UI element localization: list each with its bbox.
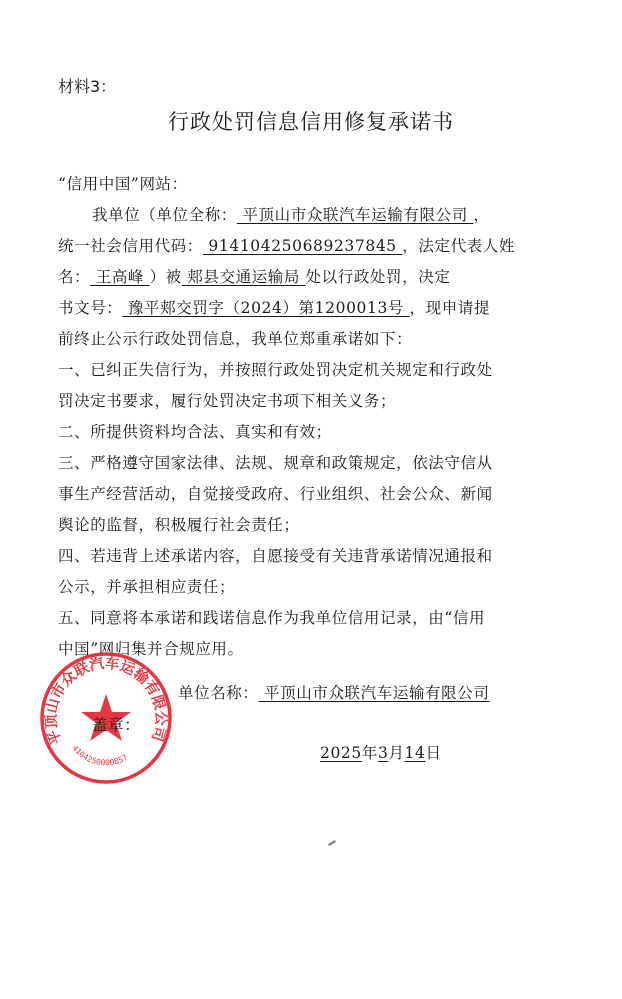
date-year: 2025 bbox=[320, 744, 362, 762]
svg-text:4104250000857 bbox=[70, 744, 129, 768]
intro-text: ，法定代表人姓 bbox=[402, 237, 515, 255]
commitment-line: 罚决定书要求，履行处罚决定书项下相关义务； bbox=[58, 392, 397, 410]
intro-text: ，现申请提 bbox=[409, 299, 491, 317]
unit-name-line bbox=[178, 681, 489, 703]
intro-text: ， bbox=[473, 206, 490, 224]
unit-name-value: 平顶山市众联汽车运输有限公司 bbox=[258, 684, 490, 702]
date-month-suffix: 月 bbox=[388, 744, 405, 762]
intro-line-1 bbox=[92, 203, 489, 225]
date-year-suffix: 年 bbox=[361, 744, 378, 762]
stamp-label: 盖章： bbox=[92, 716, 141, 734]
intro-text: 书文号： bbox=[58, 299, 123, 317]
date-month: 3 bbox=[377, 744, 389, 762]
date-day-suffix: 日 bbox=[425, 744, 442, 762]
legal-rep-field: 王高峰 bbox=[90, 268, 150, 286]
credit-code-field: 914104250689237845 bbox=[202, 237, 403, 255]
material-label: 材料3： bbox=[58, 77, 117, 96]
commitment-line: 三、严格遵守国家法律、法规、规章和政策规定，依法守信从 bbox=[58, 454, 493, 472]
intro-line-4 bbox=[58, 296, 490, 318]
company-name-field: 平顶山市众联汽车运输有限公司 bbox=[236, 206, 474, 224]
intro-line-2 bbox=[58, 234, 515, 256]
commitment-line: 二、所提供资料均合法、真实和有效； bbox=[58, 423, 332, 441]
intro-text: ）被 bbox=[149, 268, 182, 286]
commitment-line: 四、若违背上述承诺内容，自愿接受有关违背承诺情况通报和 bbox=[58, 547, 493, 565]
commitment-line: 中国”网归集并合规应用。 bbox=[58, 640, 244, 658]
intro-line-5: 前终止公示行政处罚信息，我单位郑重承诺如下： bbox=[58, 330, 413, 348]
commitment-line: 一、已纠正失信行为，并按照行政处罚决定机关规定和行政处 bbox=[58, 361, 493, 379]
scan-speck bbox=[328, 840, 336, 846]
commitment-line: 事生产经营活动，自觉接受政府、行业组织、社会公众、新闻 bbox=[58, 485, 493, 503]
seal-number: 4104250000857 bbox=[70, 743, 130, 768]
intro-text: 名： bbox=[58, 268, 91, 286]
intro-text: 统一社会信用代码： bbox=[58, 237, 203, 255]
commitment-line: 公示，并承担相应责任； bbox=[58, 578, 236, 596]
recipient-line: “信用中国”网站： bbox=[58, 175, 188, 193]
date-day: 14 bbox=[404, 744, 426, 762]
intro-line-3 bbox=[58, 265, 450, 287]
commitment-line: 五、同意将本承诺和践诺信息作为我单位信用记录，由“信用 bbox=[58, 609, 486, 627]
commitment-line: 舆论的监督，积极履行社会责任； bbox=[58, 516, 300, 534]
date-line bbox=[320, 741, 442, 763]
unit-name-label: 单位名称： bbox=[178, 684, 259, 702]
decision-number-field: 豫平郏交罚字（2024）第1200013号 bbox=[122, 299, 410, 317]
intro-text: 处以行政处罚，决定 bbox=[305, 268, 451, 286]
document-title: 行政处罚信息信用修复承诺书 bbox=[168, 110, 454, 134]
intro-text: 我单位（单位全称： bbox=[92, 206, 237, 224]
seal-text: 平顶山市众联汽车运输有限公司 bbox=[43, 655, 169, 747]
penalty-agency-field: 郏县交通运输局 bbox=[181, 268, 306, 286]
